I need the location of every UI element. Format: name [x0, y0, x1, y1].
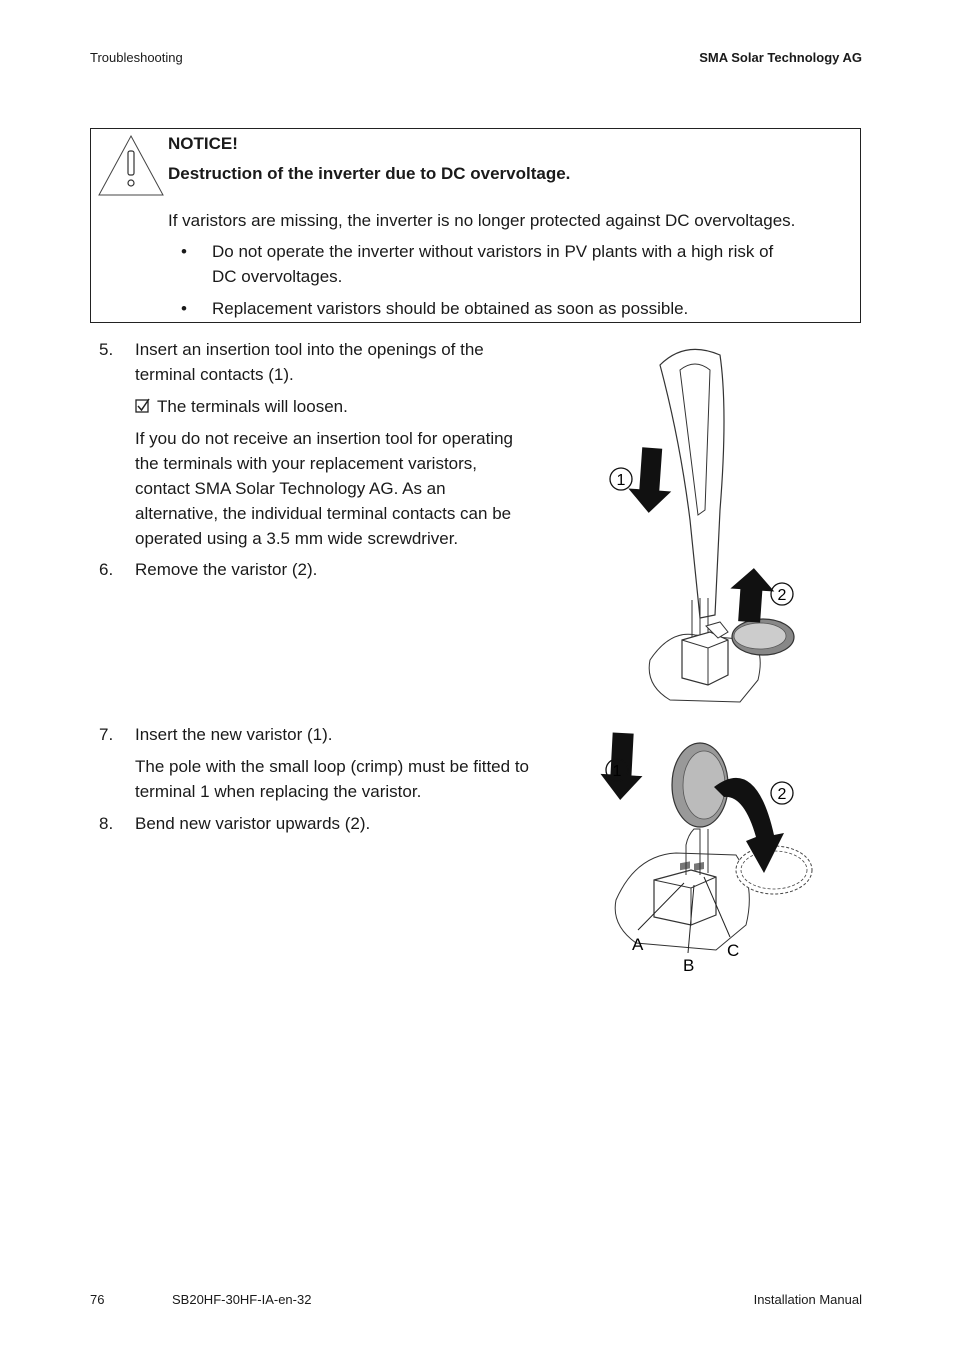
label-c: C — [727, 941, 740, 960]
bullet-dot: • — [181, 299, 187, 318]
notice-subtitle: Destruction of the inverter due to DC overvoltage. — [168, 164, 571, 183]
step-text: Bend new varistor upwards (2). — [135, 814, 371, 833]
notice-title: NOTICE! — [168, 134, 238, 153]
footer-manual-title: Installation Manual — [753, 1292, 862, 1307]
step-text: Insert an insertion tool into the openings of the terminal contacts (1). — [135, 340, 484, 384]
bullet-text: Replacement varistors should be obtained as soon as possible. — [212, 299, 689, 318]
callout-2: 2 — [777, 587, 787, 604]
step-text: Remove the varistor (2). — [135, 560, 318, 579]
step-number: 7. — [99, 725, 114, 744]
step-number: 8. — [99, 814, 114, 833]
label-a: A — [632, 935, 644, 954]
checkbox-checked-icon — [135, 398, 151, 414]
callout-2: 2 — [777, 786, 787, 803]
callout-1: 1 — [612, 763, 622, 780]
warning-triangle-icon — [97, 133, 165, 197]
step-number: 6. — [99, 560, 114, 579]
illustration-insert-varistor — [596, 725, 836, 985]
step-number: 5. — [99, 340, 114, 359]
step-result-text: The terminals will loosen. — [157, 397, 348, 416]
footer-page-number: 76 — [90, 1292, 105, 1307]
header-company: SMA Solar Technology AG — [699, 50, 862, 65]
bullet-dot: • — [181, 242, 187, 261]
footer-doc-id: SB20HF-30HF-IA-en-32 — [172, 1292, 312, 1307]
illustration-remove-varistor — [600, 340, 830, 710]
header-section: Troubleshooting — [90, 50, 183, 65]
step-text: Insert the new varistor (1). — [135, 725, 333, 744]
notice-box — [90, 128, 861, 323]
bullet-text: Do not operate the inverter without varistors in PV plants with a high risk of DC overvoltages. — [212, 242, 774, 286]
callout-1: 1 — [616, 472, 626, 489]
step-result — [135, 394, 535, 419]
step-note: If you do not receive an insertion tool for operating the terminals with your replacement varistors, contact SMA Solar Technology AG. As an alternative, the individual terminal contacts can be operated using a 3.5 mm wide screwdriver. — [135, 429, 514, 548]
label-b: B — [683, 956, 695, 975]
step-note: The pole with the small loop (crimp) must be fitted to terminal 1 when replacing the varistor. — [135, 757, 529, 801]
notice-body: If varistors are missing, the inverter is no longer protected against DC overvoltages. — [168, 211, 796, 230]
